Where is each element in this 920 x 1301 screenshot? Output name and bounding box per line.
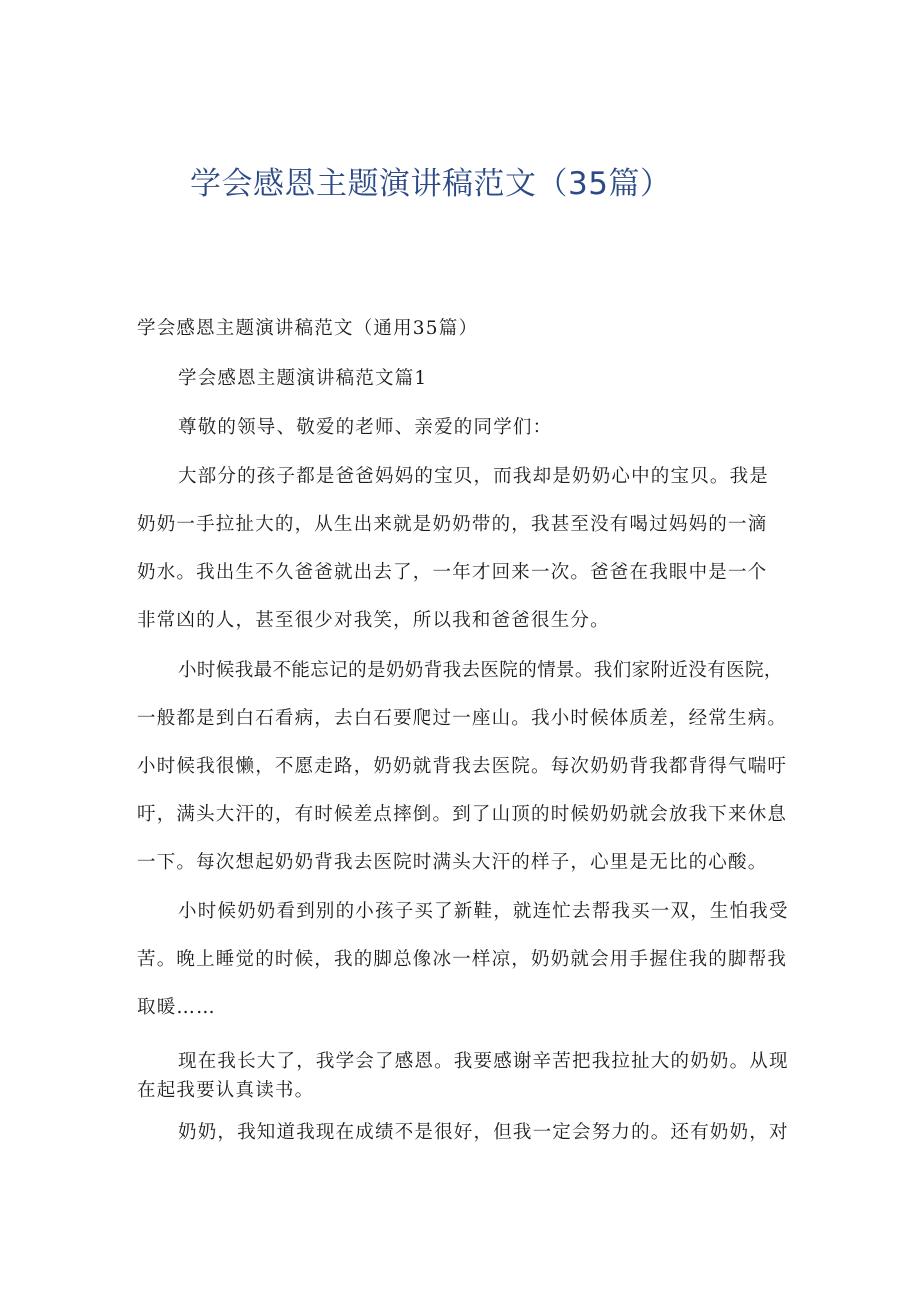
text-line: 大部分的孩子都是爸爸妈妈的宝贝，而我却是奶奶心中的宝贝。我是 <box>178 466 770 487</box>
text-line: 在起我要认真读书。 <box>137 1080 315 1101</box>
text-line: 一般都是到白石看病，去白石要爬过一座山。我小时候体质差，经常生病。 <box>137 708 788 729</box>
section-heading: 学会感恩主题演讲稿范文篇1 <box>178 368 428 389</box>
text-line: 小时候我很懒，不愿走路，奶奶就背我去医院。每次奶奶背我都背得气喘吁 <box>137 756 788 777</box>
text-line: 奶奶一手拉扯大的，从生出来就是奶奶带的，我甚至没有喝过妈妈的一滴 <box>137 514 768 535</box>
text-line: 吁，满头大汗的，有时候差点摔倒。到了山顶的时候奶奶就会放我下来休息 <box>137 804 788 825</box>
text-line: 奶水。我出生不久爸爸就出去了，一年才回来一次。爸爸在我眼中是一个 <box>137 562 768 583</box>
text-line: 小时候奶奶看到别的小孩子买了新鞋，就连忙去帮我买一双，生怕我受 <box>178 901 789 922</box>
text-line: 一下。每次想起奶奶背我去医院时满头大汗的样子，心里是无比的心酸。 <box>137 852 768 873</box>
text-line: 非常凶的人，甚至很少对我笑，所以我和爸爸很生分。 <box>137 610 610 631</box>
document-subtitle: 学会感恩主题演讲稿范文（通用35篇） <box>137 318 479 339</box>
text-line: 苦。晚上睡觉的时候，我的脚总像冰一样凉，奶奶就会用手握住我的脚帮我 <box>137 949 788 970</box>
document-title: 学会感恩主题演讲稿范文（35篇） <box>190 166 672 202</box>
text-line: 奶奶，我知道我现在成绩不是很好，但我一定会努力的。还有奶奶，对 <box>178 1122 789 1143</box>
text-line: 取暖…… <box>137 997 216 1018</box>
text-line: 小时候我最不能忘记的是奶奶背我去医院的情景。我们家附近没有医院， <box>178 660 783 681</box>
text-line: 现在我长大了，我学会了感恩。我要感谢辛苦把我拉扯大的奶奶。从现 <box>178 1051 789 1072</box>
greeting-line: 尊敬的领导、敬爱的老师、亲爱的同学们： <box>178 417 553 438</box>
